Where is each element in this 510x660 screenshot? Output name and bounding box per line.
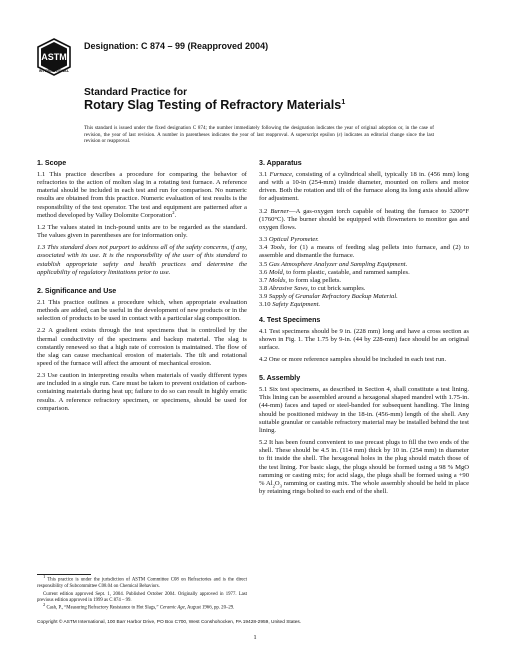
significance-p2: 2.2 A gradient exists through the test specimens that is controlled by the thermal conductivity of the specimens and backup material. The slag is constantly renewed so that a high rate of corrosion is maintained. The flow of the slag can cause mechanical erosion of materials. The tilt and rotational speed of the furnace will affect the amount of mechanical erosion. xyxy=(37,327,247,367)
scope-footnote-mark: 2 xyxy=(172,209,175,215)
item-term: Mold, xyxy=(268,268,285,276)
item-text: for (1) a means of feeding slag pellets into furnace, and (2) to assemble and dismantle the furnace. xyxy=(259,244,470,260)
standard-label: Standard Practice for xyxy=(84,87,188,98)
assembly-p1: 5.1 Six test specimens, as described in Section 4, shall constitute a test lining. This lining can be assembled around a hexagonal shaped mandrel with 1.75-in. (44-mm) faces and taped or steel-banded for subsequent handling. The lining should be positioned midway in the 18-in. (456-mm) length of the shell. Any suitable granular or castable refractory material may be installed behind the test lining. xyxy=(259,386,469,434)
svg-text:ASTM: ASTM xyxy=(41,52,67,62)
scope-p3: 1.3 This standard does not purport to address all of the safety concerns, if any, associated with its use. It is the responsibility of the user of this standard to establish appropriate safety and health practices and determine the applicability of regulatory limitations prior to use. xyxy=(37,244,247,276)
item-term: Furnace, xyxy=(269,171,294,178)
section-heading-specimens: 4. Test Specimens xyxy=(259,315,321,324)
footnote-1b: Current edition approved Sept. 1, 2004. Published October 2004. Originally approved in 1977. Last previous edition approved in 1999 as C 874 – 99. xyxy=(37,591,247,603)
apparatus-item-6 xyxy=(259,269,469,277)
title-footnote-mark: 1 xyxy=(341,98,346,106)
scope-p1-end: . xyxy=(174,211,177,219)
apparatus-item-5 xyxy=(259,261,469,269)
scope-p1-text: 1.1 This practice describes a procedure for comparing the behavior of refractories to the action of molten slag in a rotating test furnace. A reference material should be included in each test and run for comparison. No numeric results are obtained from this practice. Numeric evaluation of test results is the responsibility of the test operator. The test and equipment are patterned after a method developed by Valley Dolomite Corporation xyxy=(37,171,247,219)
scope-p2: 1.2 The values stated in inch-pound units are to be regarded as the standard. The values given in parentheses are for information only. xyxy=(37,223,247,240)
section-heading-apparatus: 3. Apparatus xyxy=(259,159,302,167)
item-term: Gas Atmosphere Analyzer and Sampling Equipment. xyxy=(268,260,408,268)
apparatus-item-2 xyxy=(259,208,469,232)
item-number: 3.2 xyxy=(259,207,268,215)
assembly-p2-text: ramming or casting mix. The whole assembly should be held in place by retaining rings bolted to each end of the shell. xyxy=(259,479,470,495)
item-term: Safety Equipment. xyxy=(272,301,321,309)
item-text: to cut brick samples. xyxy=(310,285,366,293)
scope-p1 xyxy=(37,171,247,220)
item-term: Optical Pyrometer. xyxy=(268,236,319,244)
right-column xyxy=(259,159,469,500)
item-text: —A gas-oxygen torch capable of heating the furnace to 3200°F (1760°C). The burner should be equipped with flowmeters to monitor gas and oxygen flows. xyxy=(259,207,470,231)
item-number: 3.9 xyxy=(259,293,268,301)
page-title xyxy=(84,98,345,112)
assembly-p2 xyxy=(259,439,469,496)
footnote-text: This practice is under the jurisdiction of ASTM Committee C08 on Refractories and is the direct responsibility of Subcommittee C08.04 on Chemical Behaviors. xyxy=(37,577,247,589)
specimens-p1: 4.1 Test specimens should be 9 in. (228 mm) long and have a cross section as shown in Fig. 1. The 1.75 by 9-in. (44 by 228-mm) face should be an original surface. xyxy=(259,327,469,351)
item-text: to form plastic, castable, and rammed samples. xyxy=(286,268,410,276)
apparatus-item-3 xyxy=(259,236,469,244)
footnote-mark: 1 xyxy=(43,574,46,579)
subscript: 2 xyxy=(272,483,275,489)
footnote-2 xyxy=(37,602,247,612)
subscript: 3 xyxy=(279,483,282,489)
left-column xyxy=(37,159,247,417)
copyright-line: Copyright © ASTM International, 100 Barr Harbor Drive, PO Box C700, West Conshohocken, PA 19428-2959, United States. xyxy=(37,620,302,625)
item-term: Burner xyxy=(270,207,290,215)
specimens-p2: 4.2 One or more reference samples should be included in each test run. xyxy=(259,355,447,363)
page-number: 1 xyxy=(253,634,257,641)
item-number: 3.8 xyxy=(259,285,268,293)
apparatus-item-7 xyxy=(259,277,469,285)
item-number: 3.7 xyxy=(259,276,268,284)
issue-note: This standard is issued under the fixed designation C 874; the number immediately following the designation indicates the year of original adoption or, in the case of revision, the year of last revision. A number in parentheses indicates the year of last reapproval. A superscript epsilon (ε) indicates an editorial change since the last revision or reapproval. xyxy=(84,125,434,145)
item-term: Molds, xyxy=(268,276,288,284)
section-heading-assembly: 5. Assembly xyxy=(259,374,301,383)
assembly-p2-text: O xyxy=(274,479,280,487)
significance-p3: 2.3 Use caution in interpreting results when materials of vastly different types are included in a single run. Care must be taken to prevent oxidation of carbon-containing materials during heat up; failure to do so can result in highly erratic results. A reference refractory specimen, or specimens, should be used for comparison. xyxy=(37,372,247,412)
footnote-journal: Ceramic Age, xyxy=(159,606,186,611)
footnote-text: Cash, P., “Measuring Refractory Resistance to Hot Slags,” xyxy=(46,606,159,611)
apparatus-item-9 xyxy=(259,293,469,301)
item-number: 3.4 xyxy=(259,244,268,252)
logo-caption: INTERNATIONAL xyxy=(38,69,70,73)
apparatus-item-4 xyxy=(259,244,469,260)
section-heading-scope: 1. Scope xyxy=(37,159,67,167)
item-text: consisting of a cylindrical shell, typically 18 in. (456 mm) long and with a 10-in (254-mm) inside diameter, mounted on rollers and motor driven. Both the rotation and tilt of the furnace along its long axis should allow for adjustment. xyxy=(259,171,469,203)
item-term: Supply of Granular Refractory Backup Material. xyxy=(268,293,398,301)
footnote-mark: 2 xyxy=(43,602,46,608)
footnote-text: August 1966, pp. 20–29. xyxy=(186,606,235,611)
assembly-p2-text: 5.2 It has been found convenient to use precast plugs to fill the two ends of the shell. These should be 4.5 in. (114 mm) thick by 10 in. (254 mm) in diameter to fit inside the shell. The hexagonal holes in the plug should match those of the test lining. For basic slags, the plugs should be formed using a 98 % MgO ramming or casting mix; for acid slags, the plugs shall be formed using a +90 % Al xyxy=(259,439,469,487)
footnote-1 xyxy=(37,574,247,590)
item-number: 3.3 xyxy=(259,236,268,244)
item-number: 3.6 xyxy=(259,268,268,276)
title-text: Rotary Slag Testing of Refractory Materials xyxy=(84,98,342,112)
item-number: 3.5 xyxy=(259,260,268,268)
significance-p1: 2.1 This practice outlines a procedure which, when appropriate evaluation methods are added, can be useful in the development of new products or in the selection of products to be used in contact with a particular slag composition. xyxy=(37,298,247,323)
footnotes xyxy=(37,574,247,614)
item-number: 3.10 xyxy=(259,301,271,309)
apparatus-item-10 xyxy=(259,301,469,309)
apparatus-item-1 xyxy=(259,171,469,204)
item-text: to form slag pellets. xyxy=(288,276,342,284)
item-term: Tools, xyxy=(270,244,287,252)
designation: Designation: C 874 – 99 (Reapproved 2004) xyxy=(84,41,269,51)
section-heading-significance: 2. Significance and Use xyxy=(37,286,117,295)
apparatus-item-8 xyxy=(259,285,469,293)
item-term: Abrasive Saws, xyxy=(268,285,310,293)
item-number: 3.1 xyxy=(259,171,268,178)
